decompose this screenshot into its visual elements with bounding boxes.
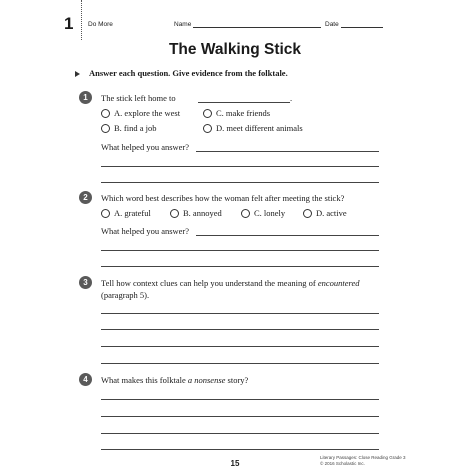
question-4-text-end: story? <box>225 375 249 385</box>
question-3-text-line2: (paragraph 5). <box>101 290 150 300</box>
choice-label: D. active <box>316 208 347 218</box>
credit-line: Literary Passages: Close Reading Grade 3 <box>320 455 406 460</box>
radio-icon <box>101 109 110 118</box>
name-label: Name <box>174 21 192 28</box>
question-4-text <box>101 375 248 385</box>
question-3-text-main: Tell how context clues can help you understand the meaning of <box>101 278 318 288</box>
page-title: The Walking Stick <box>168 41 302 58</box>
choice-label: B. find a job <box>114 123 157 133</box>
tab-number: 1 <box>64 14 74 33</box>
question-2-number: 2 <box>79 191 92 204</box>
question-1-choice-a[interactable] <box>101 108 180 118</box>
answer-line[interactable] <box>101 416 379 417</box>
question-1-followup: What helped you answer? <box>101 142 190 152</box>
choice-label: D. meet different animals <box>216 123 303 133</box>
choice-label: C. make friends <box>216 108 271 118</box>
answer-line[interactable] <box>101 363 379 364</box>
answer-line[interactable] <box>101 166 379 167</box>
arrow-icon <box>75 71 80 77</box>
answer-line[interactable] <box>101 433 379 434</box>
answer-line[interactable] <box>101 449 379 450</box>
question-4-keyword: a nonsense <box>187 375 226 385</box>
radio-icon <box>101 124 110 133</box>
question-1-choice-c[interactable] <box>203 108 270 118</box>
radio-icon <box>203 124 212 133</box>
date-label: Date <box>325 21 339 28</box>
answer-line[interactable] <box>101 329 379 330</box>
radio-icon <box>101 209 110 218</box>
question-1-choice-d[interactable] <box>203 123 303 133</box>
answer-line[interactable] <box>101 250 379 251</box>
answer-line[interactable] <box>196 151 379 152</box>
answer-line[interactable] <box>101 266 379 267</box>
tab-label: Do More <box>88 21 113 28</box>
question-1-text: The stick left home to <box>101 93 176 103</box>
question-2-choice-b[interactable] <box>170 208 222 218</box>
answer-line[interactable] <box>101 399 379 400</box>
answer-line[interactable] <box>101 346 379 347</box>
radio-icon <box>303 209 312 218</box>
question-4-number: 4 <box>79 373 92 386</box>
question-4-text-main: What makes this folktale <box>101 375 188 385</box>
tab-divider <box>81 0 82 40</box>
copyright-line: © 2016 Scholastic Inc. <box>320 461 365 466</box>
question-1-choice-b[interactable] <box>101 123 157 133</box>
choice-label: C. lonely <box>254 208 286 218</box>
choice-label: A. grateful <box>114 208 151 218</box>
choice-label: B. annoyed <box>183 208 222 218</box>
choice-label: A. explore the west <box>114 108 181 118</box>
radio-icon <box>241 209 250 218</box>
question-3-keyword: encountered <box>317 278 360 288</box>
question-1-number: 1 <box>79 91 92 104</box>
directions: Answer each question. Give evidence from the folktale. <box>89 68 288 78</box>
question-2-choice-c[interactable] <box>241 208 285 218</box>
page-number: 15 <box>230 459 240 468</box>
question-1-period: . <box>290 93 293 103</box>
question-2-text: Which word best describes how the woman felt after meeting the stick? <box>101 193 345 203</box>
radio-icon <box>203 109 212 118</box>
radio-icon <box>170 209 179 218</box>
answer-line[interactable] <box>101 313 379 314</box>
question-2-followup: What helped you answer? <box>101 226 190 236</box>
name-field[interactable] <box>193 27 321 28</box>
answer-line[interactable] <box>101 182 379 183</box>
question-3-text <box>101 278 360 288</box>
question-3-number: 3 <box>79 276 92 289</box>
date-field[interactable] <box>341 27 383 28</box>
answer-line[interactable] <box>196 235 379 236</box>
question-2-choice-a[interactable] <box>101 208 151 218</box>
question-1-blank[interactable] <box>198 102 290 103</box>
question-2-choice-d[interactable] <box>303 208 347 218</box>
